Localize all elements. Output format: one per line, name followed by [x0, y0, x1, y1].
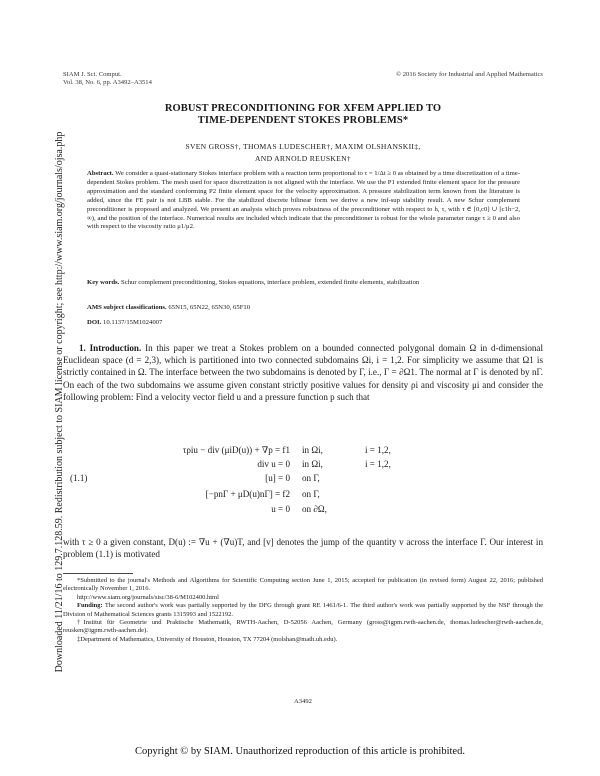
keywords-label: Key words.	[87, 279, 120, 286]
page-number: A3492	[294, 698, 312, 705]
ams-classifications	[87, 304, 520, 313]
introduction-paragraph	[63, 342, 543, 403]
keywords	[87, 279, 520, 288]
paper-title	[63, 103, 543, 127]
doi-text: 10.1137/15M1024007	[102, 319, 163, 326]
equation-lhs: [u] = 0	[265, 473, 290, 483]
keywords-text: Schur complement preconditioning, Stokes equations, interface problem, extended finite elements, stabilization	[121, 279, 420, 286]
equation-condition: i = 1,2,	[365, 445, 391, 455]
abstract-text: We consider a quasi-stationary Stokes interface problem with a reaction term proportional to τ = 1/Δt ≥ 0 as obtained by a time discretization of a time-dependent Stokes problem. The mesh used for space discretization is not aligned with the interface. We use the P1 extended finite element space for the pressure approximation and the standard conforming P2 finite element space for the velocity approximation. A pressure stabilization term known from the literature is added, since the FE pair is not LBB stable. For the stabilized discrete bilinear form we derive a new inf-sup stability result. A new Schur complement preconditioner is proposed and analyzed. We present an analysis which proves robustness of the preconditioner with respect to h, τ, with τ ∈ [0,c0] ∪ [c1h−2, ∞), and the position of the interface. Numerical results are included which indicate that the preconditioner is robust for the whole parameter range τ ≥ 0 and also with respect to the viscosity ratio μ1/μ2.	[87, 170, 520, 231]
equation-lhs: [−pnΓ + μD(u)nΓ] = f2	[205, 489, 290, 499]
journal-name: SIAM J. Sci. Comput.	[63, 71, 122, 78]
journal-volume: Vol. 38, No. 6, pp. A3492–A3514	[63, 79, 152, 86]
ams-label: AMS subject classifications.	[87, 304, 167, 311]
footnote-rule	[63, 573, 133, 574]
equation-condition: i = 1,2,	[365, 459, 391, 469]
footnote-affiliation-2: ‡Department of Mathematics, University of Houston, Houston, TX 77204 (molshan@math.uh.edu).	[77, 635, 338, 643]
funding-label: Funding:	[77, 602, 103, 610]
intro-heading: 1. Introduction.	[79, 343, 142, 353]
footnote-affiliation-1: †Institut für Geometrie und Praktische Mathematik, RWTH-Aachen, D-52056 Aachen, Germany (gross@igpm.rwth-aachen.de, thomas.ludescher@rwth-aachen.de, reusken@igpm.rwth-aachen.de).	[63, 619, 543, 635]
journal-header	[63, 71, 152, 87]
doi	[87, 319, 520, 328]
footnote-submitted: *Submitted to the journal's Methods and Algorithms for Scientific Computing section June 1, 2015; accepted for publication (in revised form) August 22, 2016; published electronically November 1, 2016.	[63, 577, 543, 593]
equation-lhs: div u = 0	[257, 459, 290, 469]
abstract	[87, 170, 520, 232]
equation-domain: on Γ,	[302, 489, 320, 499]
author-list	[63, 141, 543, 165]
equation-domain: in Ωi,	[302, 459, 323, 469]
header-copyright: © 2016 Society for Industrial and Applied Mathematics	[396, 71, 543, 78]
title-line-2: TIME-DEPENDENT STOKES PROBLEMS*	[197, 115, 409, 126]
title-line-1: ROBUST PRECONDITIONING FOR XFEM APPLIED TO	[164, 103, 442, 114]
equation-label: (1.1)	[70, 473, 88, 483]
ams-text: 65N15, 65N22, 65N30, 65F10	[168, 304, 251, 311]
doi-label: DOI.	[87, 319, 102, 326]
footnotes	[63, 577, 543, 644]
footnote-url[interactable]: http://www.siam.org/journals/sisc/38-6/M102400.html	[77, 593, 219, 601]
equation-lhs: τρiu − div (μiD(u)) + ∇p = f1	[182, 445, 290, 455]
abstract-label: Abstract.	[87, 170, 114, 177]
equation-domain: on Γ,	[302, 473, 320, 483]
equation-domain: in Ωi,	[302, 445, 323, 455]
copyright-notice: Copyright © by SIAM. Unauthorized reproduction of this article is prohibited.	[135, 746, 465, 757]
intro-text: In this paper we treat a Stokes problem on a bounded connected polygonal domain Ω in d-dimensional Euclidean space (d = 2,3), which is partitioned into two connected subdomains Ωi, i = 1,2. For simplicity we assume that Ω1 is strictly contained in Ω. The interface between the two subdomains is denoted by Γ, i.e., Γ = ∂Ω1. The normal at Γ is denoted by nΓ. On each of the two subdomains we assume given constant strictly positive values for density ρi and viscosity μi and consider the following problem: Find a velocity vector field u and a pressure function p such that	[63, 343, 543, 402]
download-notice: Downloaded 11/21/16 to 129.7.128.59. Redistribution subject to SIAM license or copyright; see http://www.siam.org/journals/ojsa.php	[54, 131, 65, 673]
equation-lhs: u = 0	[271, 504, 290, 514]
authors-line-2: AND ARNOLD REUSKEN†	[255, 154, 351, 163]
equation-domain: on ∂Ω,	[302, 504, 327, 514]
footnote-funding	[63, 602, 543, 619]
funding-text: The second author's work was partially supported by the DFG through grant RE 1461/6-1. The third author's work was partially supported by the NSF through the Division of Mathematical Sciences grants 1315993 and 1522192.	[63, 602, 543, 618]
authors-line-1: SVEN GROSS†, THOMAS LUDESCHER†, MAXIM OLSHANSKII‡,	[185, 142, 421, 151]
text-after-equation: with τ ≥ 0 a given constant, D(u) := ∇u + (∇u)T, and [v] denotes the jump of the quantity v across the interface Γ. Our interest in problem (1.1) is motivated	[63, 537, 543, 560]
